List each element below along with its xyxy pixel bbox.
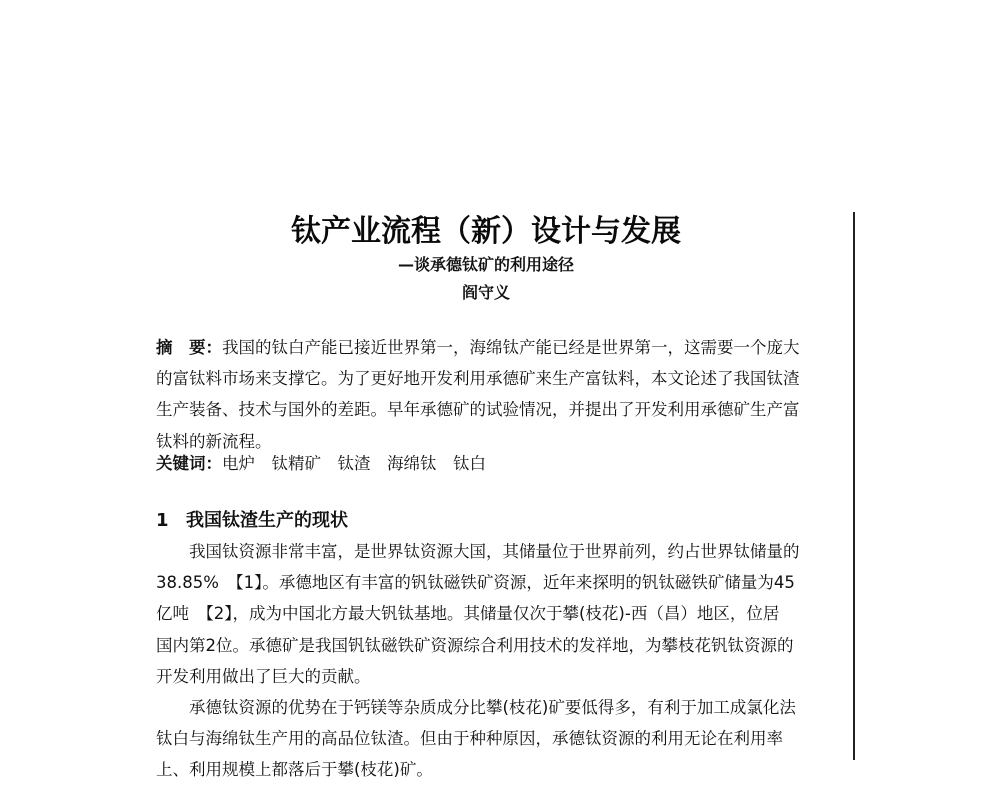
paragraph-line: 38.85% 【1】。承德地区有丰富的钒钛磁铁矿资源，近年来探明的钒钛磁铁矿储量为45 bbox=[156, 573, 795, 593]
keywords-label: 关键词： bbox=[156, 454, 222, 473]
paragraph-line: 亿吨 【2】，成为中国北方最大钒钛基地。其储量仅次于攀(枝花)-西（昌）地区，位居 bbox=[156, 604, 780, 624]
paragraph-line: 承德钛资源的优势在于钙镁等杂质成分比攀(枝花)矿要低得多，有利于加工成氯化法 bbox=[189, 697, 796, 717]
paper-author: 阎守义 bbox=[461, 283, 510, 302]
abstract-line: 生产装备、技术与国外的差距。早年承德矿的试验情况，并提出了开发利用承德矿生产富 bbox=[156, 400, 800, 420]
section-body bbox=[156, 536, 828, 786]
abstract-line bbox=[156, 332, 828, 363]
paper-subtitle: —谈承德钛矿的利用途径 bbox=[397, 255, 574, 274]
section-title: 我国钛渣生产的现状 bbox=[186, 510, 348, 531]
keywords bbox=[156, 448, 828, 479]
paragraph-line: 上、利用规模上都落后于攀(枝花)矿。 bbox=[156, 760, 433, 780]
section-heading bbox=[156, 508, 828, 534]
abstract-label: 摘 要： bbox=[156, 338, 222, 357]
margin-rule bbox=[853, 212, 855, 760]
keywords-text: 电炉 钛精矿 钛渣 海绵钛 钛白 bbox=[222, 454, 486, 473]
abstract-line: 的富钛料市场来支撑它。为了更好地开发利用承德矿来生产富钛料，本文论述了我国钛渣 bbox=[156, 369, 800, 389]
abstract-line: 钛料的新流程。 bbox=[156, 431, 272, 451]
abstract-text: 我国的钛白产能已接近世界第一，海绵钛产能已经是世界第一，这需要一个庞大 bbox=[222, 338, 800, 357]
paragraph-line: 钛白与海绵钛生产用的高品位钛渣。但由于种种原因，承德钛资源的利用无论在利用率 bbox=[156, 729, 783, 749]
section-number: 1 bbox=[156, 510, 169, 531]
paper-title: 钛产业流程（新）设计与发展 bbox=[291, 214, 681, 249]
abstract bbox=[156, 332, 828, 457]
paragraph-line: 开发利用做出了巨大的贡献。 bbox=[156, 666, 371, 686]
paragraph-line: 我国钛资源非常丰富，是世界钛资源大国，其储量位于世界前列，约占世界钛储量的 bbox=[189, 542, 800, 561]
paragraph-line: 国内第2位。承德矿是我国钒钛磁铁矿资源综合利用技术的发祥地，为攀枝花钒钛资源的 bbox=[156, 635, 794, 655]
keywords-line bbox=[156, 448, 828, 479]
